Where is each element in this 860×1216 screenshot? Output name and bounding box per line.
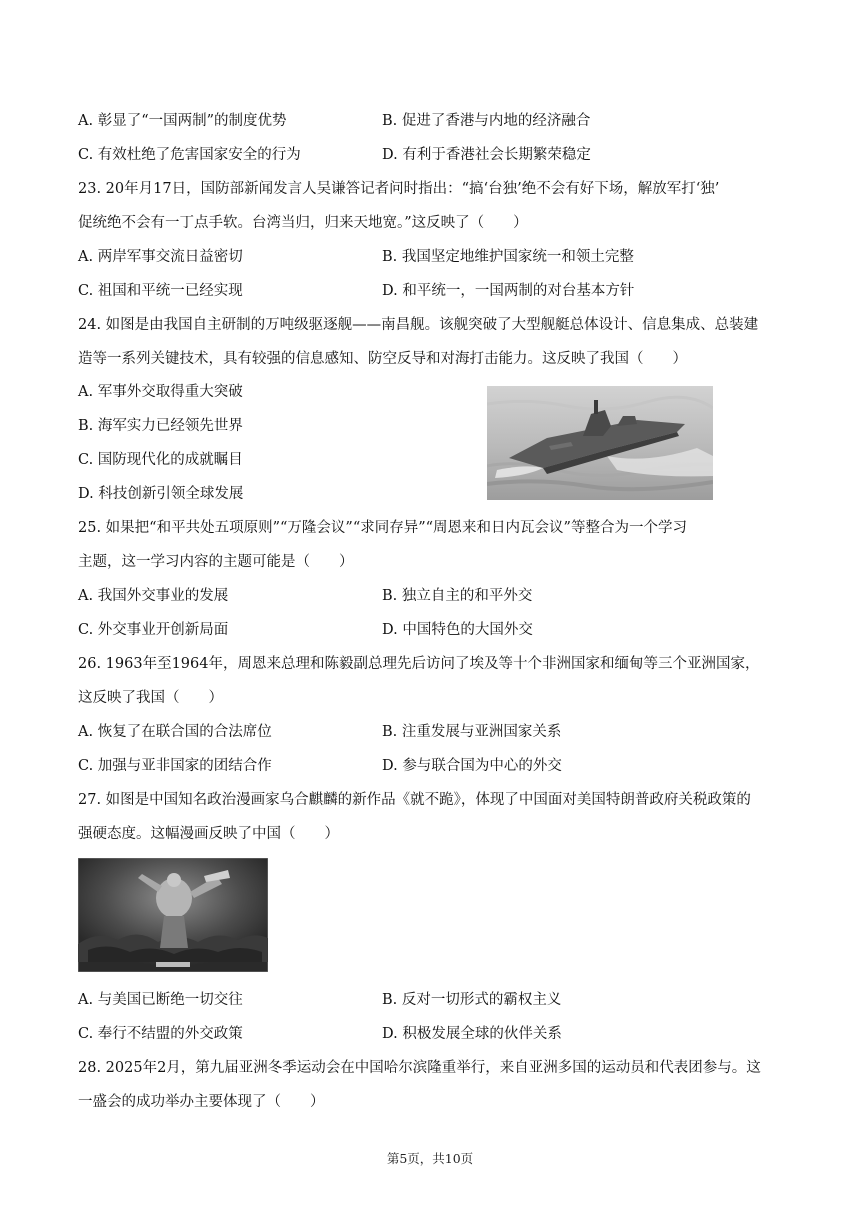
q27-stem-line1: 27. 如图是中国知名政治漫画家乌合麒麟的新作品《就不跪》，体现了中国面对美国特朗普政府关税政策的 xyxy=(78,792,751,808)
q26-option-c: C. 加强与亚非国家的团结合作 xyxy=(78,758,272,774)
q22-option-b: B. 促进了香港与内地的经济融合 xyxy=(382,113,591,129)
q25-option-c: C. 外交事业开创新局面 xyxy=(78,622,229,638)
q27-option-d: D. 积极发展全球的伙伴关系 xyxy=(382,1026,562,1042)
q22-option-c: C. 有效杜绝了危害国家安全的行为 xyxy=(78,147,301,163)
page-number: 第5页，共10页 xyxy=(386,1151,474,1166)
q27-option-a: A. 与美国已断绝一切交往 xyxy=(78,992,243,1008)
q28-stem-line2: 一盛会的成功举办主要体现了（ ） xyxy=(78,1094,325,1110)
q26-stem-line1: 26. 1963年至1964年，周恩来总理和陈毅副总理先后访问了埃及等十个非洲国家和缅甸等三个亚洲国家， xyxy=(78,656,760,672)
q24-stem-line1: 24. 如图是由我国自主研制的万吨级驱逐舰——南昌舰。该舰突破了大型舰艇总体设计、信息集成、总装建 xyxy=(78,317,759,333)
q28-stem-line1: 28. 2025年2月，第九届亚洲冬季运动会在中国哈尔滨隆重举行，来自亚洲多国的运动员和代表团参与。这 xyxy=(78,1060,761,1076)
q23-option-d: D. 和平统一，一国两制的对台基本方针 xyxy=(382,283,635,299)
q23-option-c: C. 祖国和平统一已经实现 xyxy=(78,283,243,299)
q22-option-d: D. 有利于香港社会长期繁荣稳定 xyxy=(382,147,591,163)
q26-option-d: D. 参与联合国为中心的外交 xyxy=(382,758,562,774)
q25-option-a: A. 我国外交事业的发展 xyxy=(78,588,229,604)
q27-option-c: C. 奉行不结盟的外交政策 xyxy=(78,1026,243,1042)
q23-option-a: A. 两岸军事交流日益密切 xyxy=(78,249,243,265)
destroyer-image xyxy=(487,386,713,500)
q22-option-a: A. 彰显了“一国两制”的制度优势 xyxy=(78,113,287,129)
q23-stem-line1: 23. 20年月17日，国防部新闻发言人吴谦答记者问时指出：“搞‘台独’绝不会有好下场，解放军打‘独’ xyxy=(78,181,720,197)
q24-option-d: D. 科技创新引领全球发展 xyxy=(78,486,244,502)
q27-option-b: B. 反对一切形式的霸权主义 xyxy=(382,992,562,1008)
cartoon-image xyxy=(78,858,268,972)
q23-option-b: B. 我国坚定地维护国家统一和领土完整 xyxy=(382,249,634,265)
destroyer-photo xyxy=(487,386,713,500)
q26-option-a: A. 恢复了在联合国的合法席位 xyxy=(78,724,272,740)
q25-stem-line2: 主题，这一学习内容的主题可能是（ ） xyxy=(78,554,354,570)
q24-option-b: B. 海军实力已经领先世界 xyxy=(78,418,243,434)
q26-option-b: B. 注重发展与亚洲国家关系 xyxy=(382,724,562,740)
q24-option-c: C. 国防现代化的成就瞩目 xyxy=(78,452,243,468)
q24-option-a: A. 军事外交取得重大突破 xyxy=(78,384,243,400)
q23-stem-line2: 促统绝不会有一丁点手软。台湾当归，归来天地宽。”这反映了（ ） xyxy=(78,215,528,231)
q26-stem-line2: 这反映了我国（ ） xyxy=(78,690,223,706)
q25-stem-line1: 25. 如果把“和平共处五项原则”“万隆会议”“求同存异”“周恩来和日内瓦会议”等整合为一个学习 xyxy=(78,520,687,536)
q27-stem-line2: 强硬态度。这幅漫画反映了中国（ ） xyxy=(78,826,339,842)
q25-option-b: B. 独立自主的和平外交 xyxy=(382,588,533,604)
q25-option-d: D. 中国特色的大国外交 xyxy=(382,622,533,638)
q24-stem-line2: 造等一系列关键技术，具有较强的信息感知、防空反导和对海打击能力。这反映了我国（ ） xyxy=(78,351,687,367)
cartoon-illustration xyxy=(78,858,268,972)
